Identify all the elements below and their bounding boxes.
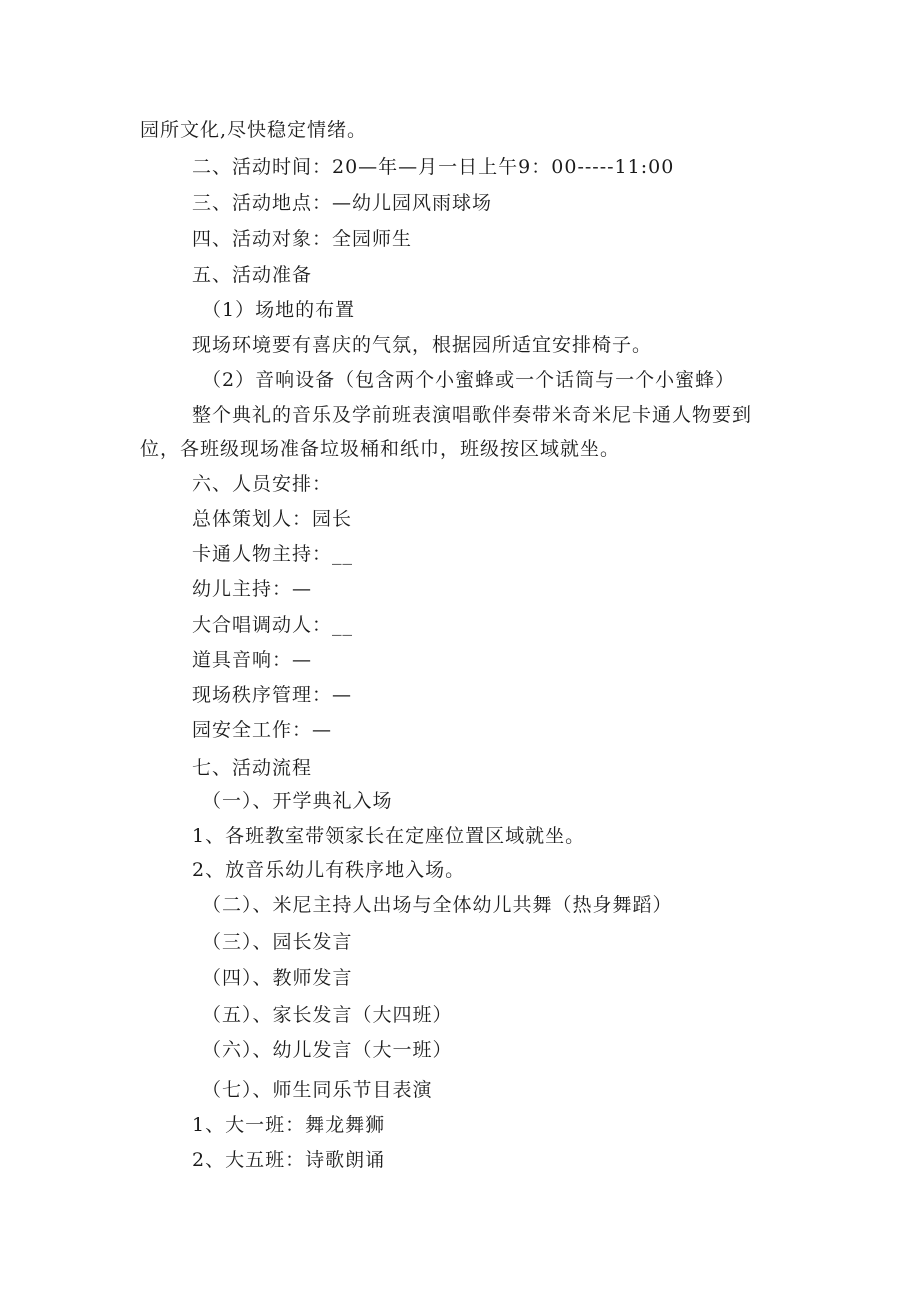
flow-detail: 2、放音乐幼儿有秩序地入场。 [192, 859, 466, 881]
staff-item: 现场秩序管理：— [192, 684, 353, 706]
program-item: 2、大五班：诗歌朗诵 [192, 1149, 386, 1171]
staff-item: 园安全工作：— [192, 719, 333, 741]
staff-item: 道具音响：— [192, 649, 313, 671]
staff-item: 大合唱调动人：__ [192, 614, 354, 636]
flow-step: （七）、师生同乐节目表演 [202, 1079, 433, 1101]
text-line: 园所文化,尽快稳定情绪。 [140, 119, 368, 141]
flow-step: （五）、家长发言（大四班） [202, 1004, 453, 1026]
subsection-venue-setup: （1）场地的布置 [202, 299, 356, 321]
flow-step: （一）、开学典礼入场 [202, 790, 393, 812]
text-line: 位，各班级现场准备垃圾桶和纸巾，班级按区域就坐。 [140, 438, 621, 460]
flow-step: （四）、教师发言 [202, 967, 353, 989]
staff-item: 总体策划人：园长 [192, 508, 353, 530]
text-line: 整个典礼的音乐及学前班表演唱歌伴奏带米奇米尼卡通人物要到 [192, 404, 753, 426]
staff-item: 幼儿主持：— [192, 578, 313, 600]
section-activity-flow: 七、活动流程 [192, 757, 313, 779]
section-activity-preparation: 五、活动准备 [192, 264, 313, 286]
text-line: 现场环境要有喜庆的气氛，根据园所适宜安排椅子。 [192, 334, 653, 356]
flow-step: （三）、园长发言 [202, 931, 353, 953]
program-item: 1、大一班：舞龙舞狮 [192, 1114, 386, 1136]
section-staff-arrangement: 六、人员安排： [192, 473, 333, 495]
subsection-audio-equipment: （2）音响设备（包含两个小蜜蜂或一个话筒与一个小蜜蜂） [202, 369, 736, 391]
flow-step: （六）、幼儿发言（大一班） [202, 1039, 453, 1061]
flow-step: （二）、米尼主持人出场与全体幼儿共舞（热身舞蹈） [202, 894, 673, 916]
flow-detail: 1、各班教室带领家长在定座位置区域就坐。 [192, 825, 586, 847]
staff-item: 卡通人物主持：__ [192, 543, 354, 565]
section-activity-location: 三、活动地点：—幼儿园风雨球场 [192, 192, 493, 214]
section-activity-target: 四、活动对象：全园师生 [192, 228, 413, 250]
section-activity-time: 二、活动时间：20—年—月一日上午9：00-----11:00 [192, 156, 675, 178]
